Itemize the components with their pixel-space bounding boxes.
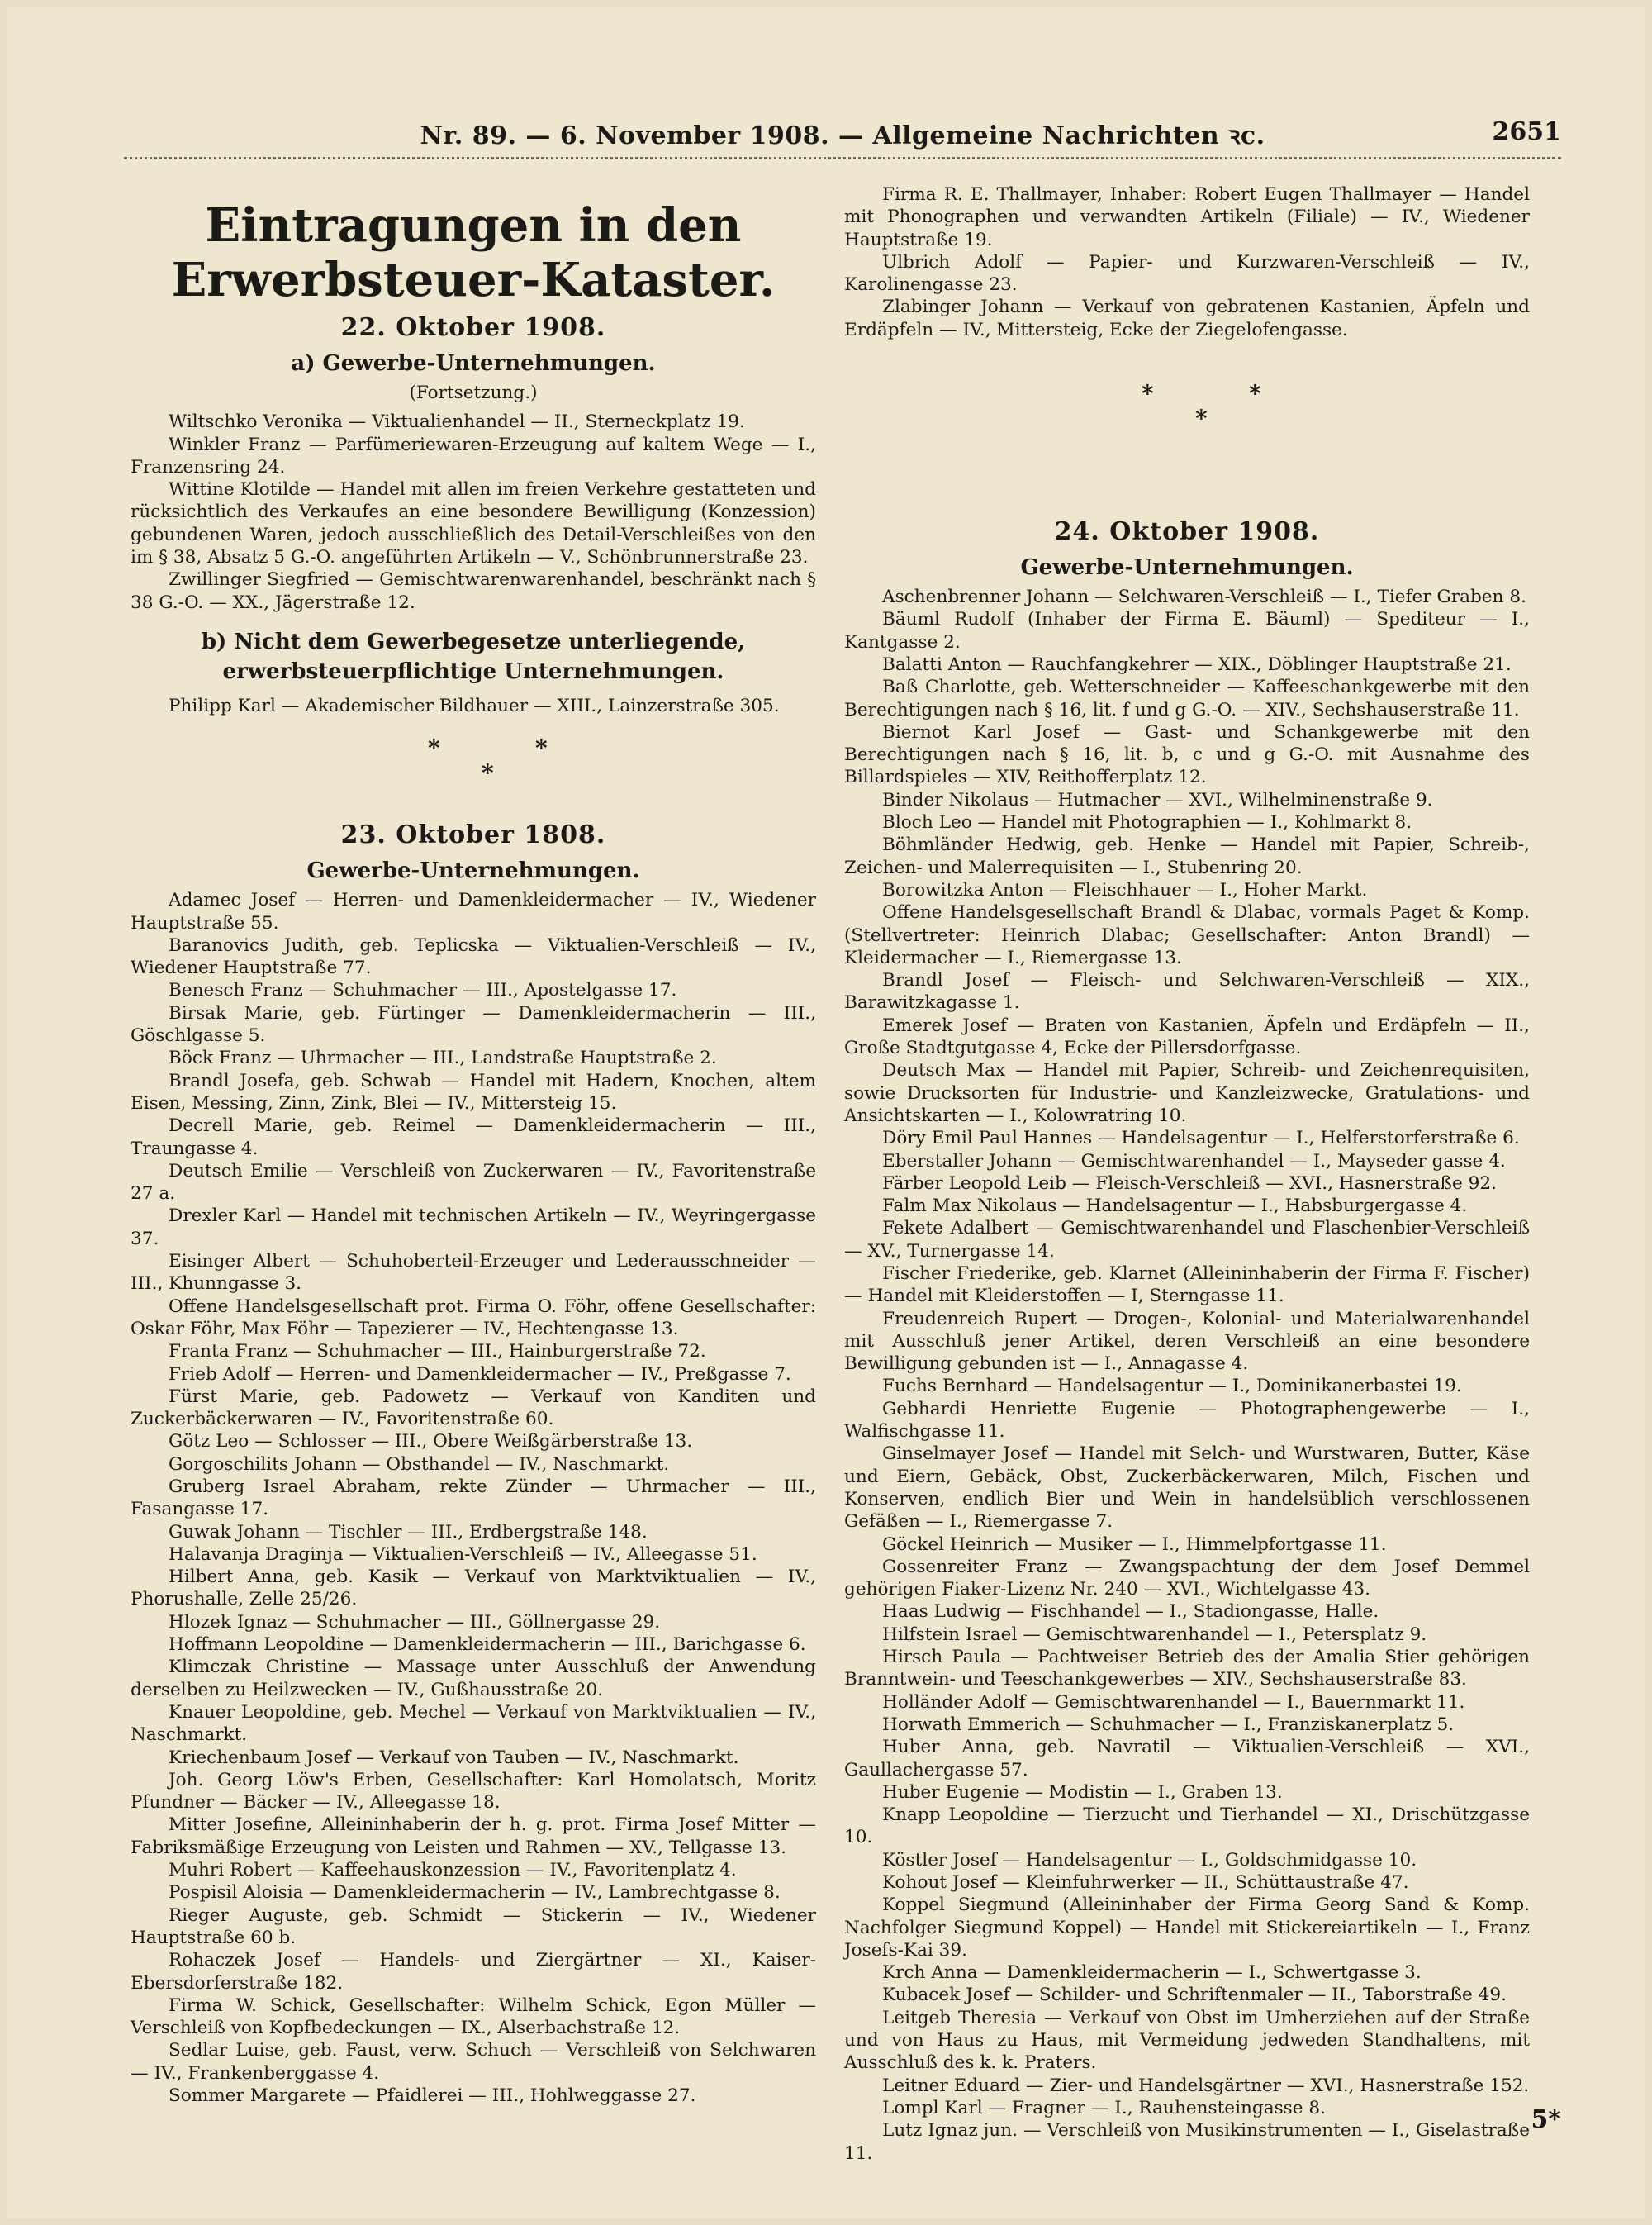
register-entry: Freudenreich Rupert — Drogen-, Kolonial- und Materialwarenhandel mit Ausschluß jener Artikel, deren Verschleiß an eine besondere Bewilligung gebunden ist — I., Annagasse 4. <box>844 1308 1530 1375</box>
register-entry: Gruberg Israel Abraham, rekte Zünder — Uhrmacher — III., Fasangasse 17. <box>131 1476 816 1520</box>
section-heading-d: Gewerbe-Unternehmungen. <box>1020 555 1354 581</box>
left-column <box>131 183 816 2126</box>
register-entry: Knapp Leopoldine — Tierzucht und Tierhandel — XI., Drischützgasse 10. <box>844 1804 1530 1848</box>
register-entry: Fekete Adalbert — Gemischtwarenhandel und Flaschenbier-Verschleiß — XV., Turnergasse 14. <box>844 1218 1530 1262</box>
register-entry: Franta Franz — Schuhmacher — III., Hainburgerstraße 72. <box>169 1341 706 1362</box>
register-entry: Bäuml Rudolf (Inhaber der Firma E. Bäuml) — Spediteur — I., Kantgasse 2. <box>844 609 1530 653</box>
register-entry: Wiltschko Veronika — Viktualienhandel — II., Sterneckplatz 19. <box>169 411 745 433</box>
page-title: Eintragungen in den Erwerbsteuer-Kataster. <box>171 198 776 307</box>
register-entry: Firma R. E. Thallmayer, Inhaber: Robert Eugen Thallmayer — Handel mit Phonographen und verwandten Artikeln (Filiale) — IV., Wiedener Hauptstraße 19. <box>844 184 1530 250</box>
register-entry: Kubacek Josef — Schilder- und Schriftenmaler — II., Taborstraße 49. <box>882 1985 1507 2006</box>
asterism-separator: * * * <box>428 735 548 787</box>
register-entry: Färber Leopold Leib — Fleisch-Verschleiß — XVI., Hasnerstraße 92. <box>882 1172 1497 1194</box>
entries-c <box>131 889 816 2107</box>
register-entry: Emerek Josef — Braten von Kastanien, Äpfeln und Erdäpfeln — II., Große Stadtgutgasse 4, Ecke der Pillersdorfgasse. <box>844 1015 1530 1059</box>
asterism-separator-right: * * * <box>1142 380 1261 433</box>
continued-note: (Fortsetzung.) <box>409 383 538 403</box>
section-heading-b: b) Nicht dem Gewerbegesetze unterliegende, erwerbsteuerpflichtige Unternehmungen. <box>201 629 746 684</box>
register-entry: Bloch Leo — Handel mit Photographien — I., Kohlmarkt 8. <box>882 812 1412 834</box>
register-entry: Winkler Franz — Parfümeriewaren-Erzeugung auf kaltem Wege — I., Franzensring 24. <box>131 434 816 478</box>
register-entry: Drexler Karl — Handel mit technischen Artikeln — IV., Weyringergasse 37. <box>131 1205 816 1249</box>
entries-a <box>131 411 816 614</box>
register-entry: Decrell Marie, geb. Reimel — Damenkleidermacherin — III., Traungasse 4. <box>131 1115 816 1159</box>
register-entry: Zlabinger Johann — Verkauf von gebratenen Kastanien, Äpfeln und Erdäpfeln — IV., Mittersteig, Ecke der Ziegelofengasse. <box>844 297 1530 340</box>
register-entry: Kriechenbaum Josef — Verkauf von Tauben — IV., Naschmarkt. <box>169 1747 739 1768</box>
register-entry: Baß Charlotte, geb. Wetterschneider — Kaffeeschankgewerbe mit den Berechtigungen nach § 16, lit. f und g G.-O. — XIV., Sechshauserstraße 11. <box>844 677 1530 720</box>
register-entry: Götz Leo — Schlosser — III., Obere Weißgärberstraße 13. <box>169 1431 693 1452</box>
register-entry: Deutsch Max — Handel mit Papier, Schreib- und Zeichenrequisiten, sowie Drucksorten für Industrie- und Kanzleizwecke, Gratulations- und Ansichtskarten — I., Kolowratring 10. <box>844 1060 1530 1126</box>
register-entry: Mitter Josefine, Alleininhaberin der h. g. prot. Firma Josef Mitter — Fabriksmäßige Erzeugung von Leisten und Rahmen — XV., Tellgasse 13. <box>131 1814 816 1858</box>
register-entry: Lompl Karl — Fragner — I., Rauhensteingasse 8. <box>882 2097 1327 2118</box>
register-entry: Rieger Auguste, geb. Schmidt — Stickerin — IV., Wiedener Hauptstraße 60 b. <box>131 1904 816 1948</box>
date-heading-22: 22. Oktober 1908. <box>340 313 606 342</box>
register-entry: Böhmländer Hedwig, geb. Henke — Handel mit Papier, Schreib-, Zeichen- und Malerrequisiten — I., Stubenring 20. <box>844 834 1530 878</box>
register-entry: Leitgeb Theresia — Verkauf von Obst im Umherziehen auf der Straße und von Haus zu Haus, mit Vermeidung jedweden Standhaltens, mit Ausschluß des k. k. Praters. <box>844 2007 1530 2074</box>
register-entry: Sedlar Luise, geb. Faust, verw. Schuch — Verschleiß von Selchwaren — IV., Frankenberggasse 4. <box>131 2040 816 2084</box>
register-entry: Zwillinger Siegfried — Gemischtwarenwarenhandel, beschränkt nach § 38 G.-O. — XX., Jägerstraße 12. <box>131 569 816 613</box>
register-entry: Huber Eugenie — Modistin — I., Graben 13. <box>882 1781 1283 1803</box>
register-entry: Hoffmann Leopoldine — Damenkleidermacherin — III., Barichgasse 6. <box>169 1634 806 1656</box>
register-entry: Krch Anna — Damenkleidermacherin — I., Schwertgasse 3. <box>882 1962 1422 1984</box>
register-entry: Benesch Franz — Schuhmacher — III., Apostelgasse 17. <box>169 980 677 1001</box>
register-entry: Hirsch Paula — Pachtweiser Betrieb des der Amalia Stier gehörigen Branntwein- und Teeschankgewerbes — XIV., Sechshauserstraße 83. <box>844 1647 1530 1690</box>
date-heading-23: 23. Oktober 1808. <box>340 820 606 850</box>
header-title: Nr. 89. — 6. November 1908. — Allgemeine Nachrichten ꝛc. <box>420 121 1265 150</box>
register-entry: Ulbrich Adolf — Papier- und Kurzwaren-Verschleiß — IV., Karolinengasse 23. <box>844 251 1530 296</box>
register-entry: Muhri Robert — Kaffeehauskonzession — IV., Favoritenplatz 4. <box>169 1860 737 1881</box>
register-entry: Knauer Leopoldine, geb. Mechel — Verkauf von Marktviktualien — IV., Naschmarkt. <box>131 1701 816 1746</box>
register-entry: Wittine Klotilde — Handel mit allen im freien Verkehre gestatteten und rücksichtlich des Verkaufes an eine besondere Bewilligung (Konzession) gebundenen Waren, jedoch ausschließlich des Detail-Verschleißes von den im § 38, Absatz 5 G.-O. angeführten Artikeln — V., Schönbrunnerstraße 23. <box>131 479 816 568</box>
register-entry: Adamec Josef — Herren- und Damenkleidermacher — IV., Wiedener Hauptstraße 55. <box>131 890 816 934</box>
register-entry: Klimczak Christine — Massage unter Ausschluß der Anwendung derselben zu Heilzwecken — IV., Gußhausstraße 20. <box>131 1657 816 1700</box>
register-entry: Haas Ludwig — Fischhandel — I., Stadiongasse, Halle. <box>882 1601 1379 1623</box>
register-entry: Offene Handelsgesellschaft Brandl & Dlabac, vormals Paget & Komp. (Stellvertreter: Heinrich Dlabac; Gesellschafter: Anton Brandl) — Kleidermacher — I., Riemergasse 13. <box>844 902 1530 968</box>
register-entry: Eberstaller Johann — Gemischtwarenhandel — I., Mayseder gasse 4. <box>882 1150 1506 1172</box>
section-heading-a: a) Gewerbe-Unternehmungen. <box>291 351 656 376</box>
running-header <box>124 117 1561 159</box>
register-entry: Guwak Johann — Tischler — III., Erdbergstraße 148. <box>169 1521 648 1543</box>
register-entry: Biernot Karl Josef — Gast- und Schankgewerbe mit den Berechtigungen nach § 16, lit. b, c und g G.-O. mit Ausnahme des Billardspieles — XIV, Reithofferplatz 12. <box>844 721 1530 788</box>
register-entry: Aschenbrenner Johann — Selchwaren-Verschleiß — I., Tiefer Graben 8. <box>882 587 1526 608</box>
register-entry: Deutsch Emilie — Verschleiß von Zuckerwaren — IV., Favoritenstraße 27 a. <box>131 1160 816 1205</box>
register-entry: Baranovics Judith, geb. Teplicska — Viktualien-Verschleiß — IV., Wiedener Hauptstraße 77. <box>131 934 816 979</box>
right-column <box>844 183 1530 2164</box>
register-entry: Brandl Josefa, geb. Schwab — Handel mit Hadern, Knochen, altem Eisen, Messing, Zinn, Zink, Blei — IV., Mittersteig 15. <box>131 1070 816 1114</box>
register-entry: Horwath Emmerich — Schuhmacher — I., Franziskanerplatz 5. <box>882 1714 1455 1735</box>
register-entry: Falm Max Nikolaus — Handelsagentur — I., Habsburgergasse 4. <box>882 1196 1468 1217</box>
register-entry: Böck Franz — Uhrmacher — III., Landstraße Hauptstraße 2. <box>169 1048 717 1069</box>
register-entry: Eisinger Albert — Schuhoberteil-Erzeuger und Lederausschneider — III., Khunngasse 3. <box>131 1251 816 1295</box>
date-heading-24: 24. Oktober 1908. <box>1054 517 1320 547</box>
register-entry: Balatti Anton — Rauchfangkehrer — XIX., Döblinger Hauptstraße 21. <box>882 654 1512 675</box>
register-entry: Lutz Ignaz jun. — Verschleiß von Musikinstrumenten — I., Giselastraße 11. <box>844 2120 1530 2164</box>
register-entry: Gebhardi Henriette Eugenie — Photographengewerbe — I., Walfischgasse 11. <box>844 1398 1530 1443</box>
register-entry: Ginselmayer Josef — Handel mit Selch- und Wurstwaren, Butter, Käse und Eiern, Gebäck, Obst, Zuckerbäckerwaren, Milch, Fischen und Konserven, endlich Bier und Wein in handelsüblich verschlossenen Gefäßen — I., Riemergasse 7. <box>844 1443 1530 1533</box>
register-entry: Köstler Josef — Handelsagentur — I., Goldschmidgasse 10. <box>882 1849 1417 1871</box>
register-entry: Fuchs Bernhard — Handelsagentur — I., Dominikanerbastei 19. <box>882 1376 1462 1397</box>
register-entry: Halavanja Draginja — Viktualien-Verschleiß — IV., Alleegasse 51. <box>169 1543 757 1565</box>
section-heading-c: Gewerbe-Unternehmungen. <box>306 858 640 884</box>
register-entry: Binder Nikolaus — Hutmacher — XVI., Wilhelminenstraße 9. <box>882 789 1433 811</box>
register-entry: Göckel Heinrich — Musiker — I., Himmelpfortgasse 11. <box>882 1533 1387 1555</box>
register-entry: Gorgoschilits Johann — Obsthandel — IV., Naschmarkt. <box>169 1453 670 1475</box>
register-entry: Pospisil Aloisia — Damenkleidermacherin — IV., Lambrechtgasse 8. <box>169 1882 781 1904</box>
register-entry: Gossenreiter Franz — Zwangspachtung der dem Josef Demmel gehörigen Fiaker-Lizenz Nr. 240 — XVI., Wichtelgasse 43. <box>844 1556 1530 1600</box>
register-entry: Offene Handelsgesellschaft prot. Firma O. Föhr, offene Gesellschafter: Oskar Föhr, Max Föhr — Tapezierer — IV., Hechtengasse 13. <box>131 1296 816 1339</box>
register-entry: Birsak Marie, geb. Fürtinger — Damenkleidermacherin — III., Göschlgasse 5. <box>131 1002 816 1047</box>
entries-d <box>844 586 1530 2165</box>
register-entry: Frieb Adolf — Herren- und Damenkleidermacher — IV., Preßgasse 7. <box>169 1363 791 1385</box>
register-entry: Hilfstein Israel — Gemischtwarenhandel — I., Petersplatz 9. <box>882 1624 1427 1645</box>
register-entry: Sommer Margarete — Pfaidlerei — III., Hohlweggasse 27. <box>169 2085 696 2106</box>
page-number: 2651 <box>1492 117 1561 146</box>
register-entry: Hilbert Anna, geb. Kasik — Verkauf von Marktviktualien — IV., Phorushalle, Zelle 25/26. <box>131 1567 816 1610</box>
register-entry: Koppel Siegmund (Alleininhaber der Firma Georg Sand & Komp. Nachfolger Siegmund Koppel) — Handel mit Stickereiartikeln — I., Franz Josefs-Kai 39. <box>844 1895 1530 1961</box>
register-entry: Brandl Josef — Fleisch- und Selchwaren-Verschleiß — XIX., Barawitzkagasse 1. <box>844 970 1530 1014</box>
register-entry: Firma W. Schick, Gesellschafter: Wilhelm Schick, Egon Müller — Verschleiß von Kopfbedeckungen — IX., Alserbachstraße 12. <box>131 1994 816 2039</box>
register-entry: Philipp Karl — Akademischer Bildhauer — XIII., Lainzerstraße 305. <box>169 695 780 716</box>
register-entry: Borowitzka Anton — Fleischhauer — I., Hoher Markt. <box>882 879 1368 901</box>
register-entry: Holländer Adolf — Gemischtwarenhandel — I., Bauernmarkt 11. <box>882 1691 1465 1713</box>
register-entry: Döry Emil Paul Hannes — Handelsagentur — I., Helferstorferstraße 6. <box>882 1128 1520 1149</box>
register-entry: Kohout Josef — Kleinfuhrwerker — II., Schüttaustraße 47. <box>882 1872 1409 1893</box>
register-entry: Huber Anna, geb. Navratil — Viktualien-Verschleiß — XVI., Gaullachergasse 57. <box>844 1737 1530 1780</box>
entries-top <box>844 183 1530 341</box>
register-entry: Hlozek Ignaz — Schuhmacher — III., Göllnergasse 29. <box>169 1611 661 1633</box>
entries-b <box>131 695 816 717</box>
register-entry: Leitner Eduard — Zier- und Handelsgärtner — XVI., Hasnerstraße 152. <box>882 2075 1530 2096</box>
signature-mark: 5* <box>1531 2105 1561 2134</box>
register-entry: Fürst Marie, geb. Padowetz — Verkauf von Kanditen und Zuckerbäckerwaren — IV., Favoritenstraße 60. <box>131 1386 816 1430</box>
register-entry: Rohaczek Josef — Handels- und Ziergärtner — XI., Kaiser-Ebersdorferstraße 182. <box>131 1950 816 1994</box>
register-entry: Joh. Georg Löw's Erben, Gesellschafter: Karl Homolatsch, Moritz Pfundner — Bäcker — IV., Alleegasse 18. <box>131 1769 816 1814</box>
header-rule <box>124 157 1561 159</box>
register-entry: Fischer Friederike, geb. Klarnet (Alleininhaberin der Firma F. Fischer) — Handel mit Kleiderstoffen — I, Sterngasse 11. <box>844 1262 1530 1307</box>
